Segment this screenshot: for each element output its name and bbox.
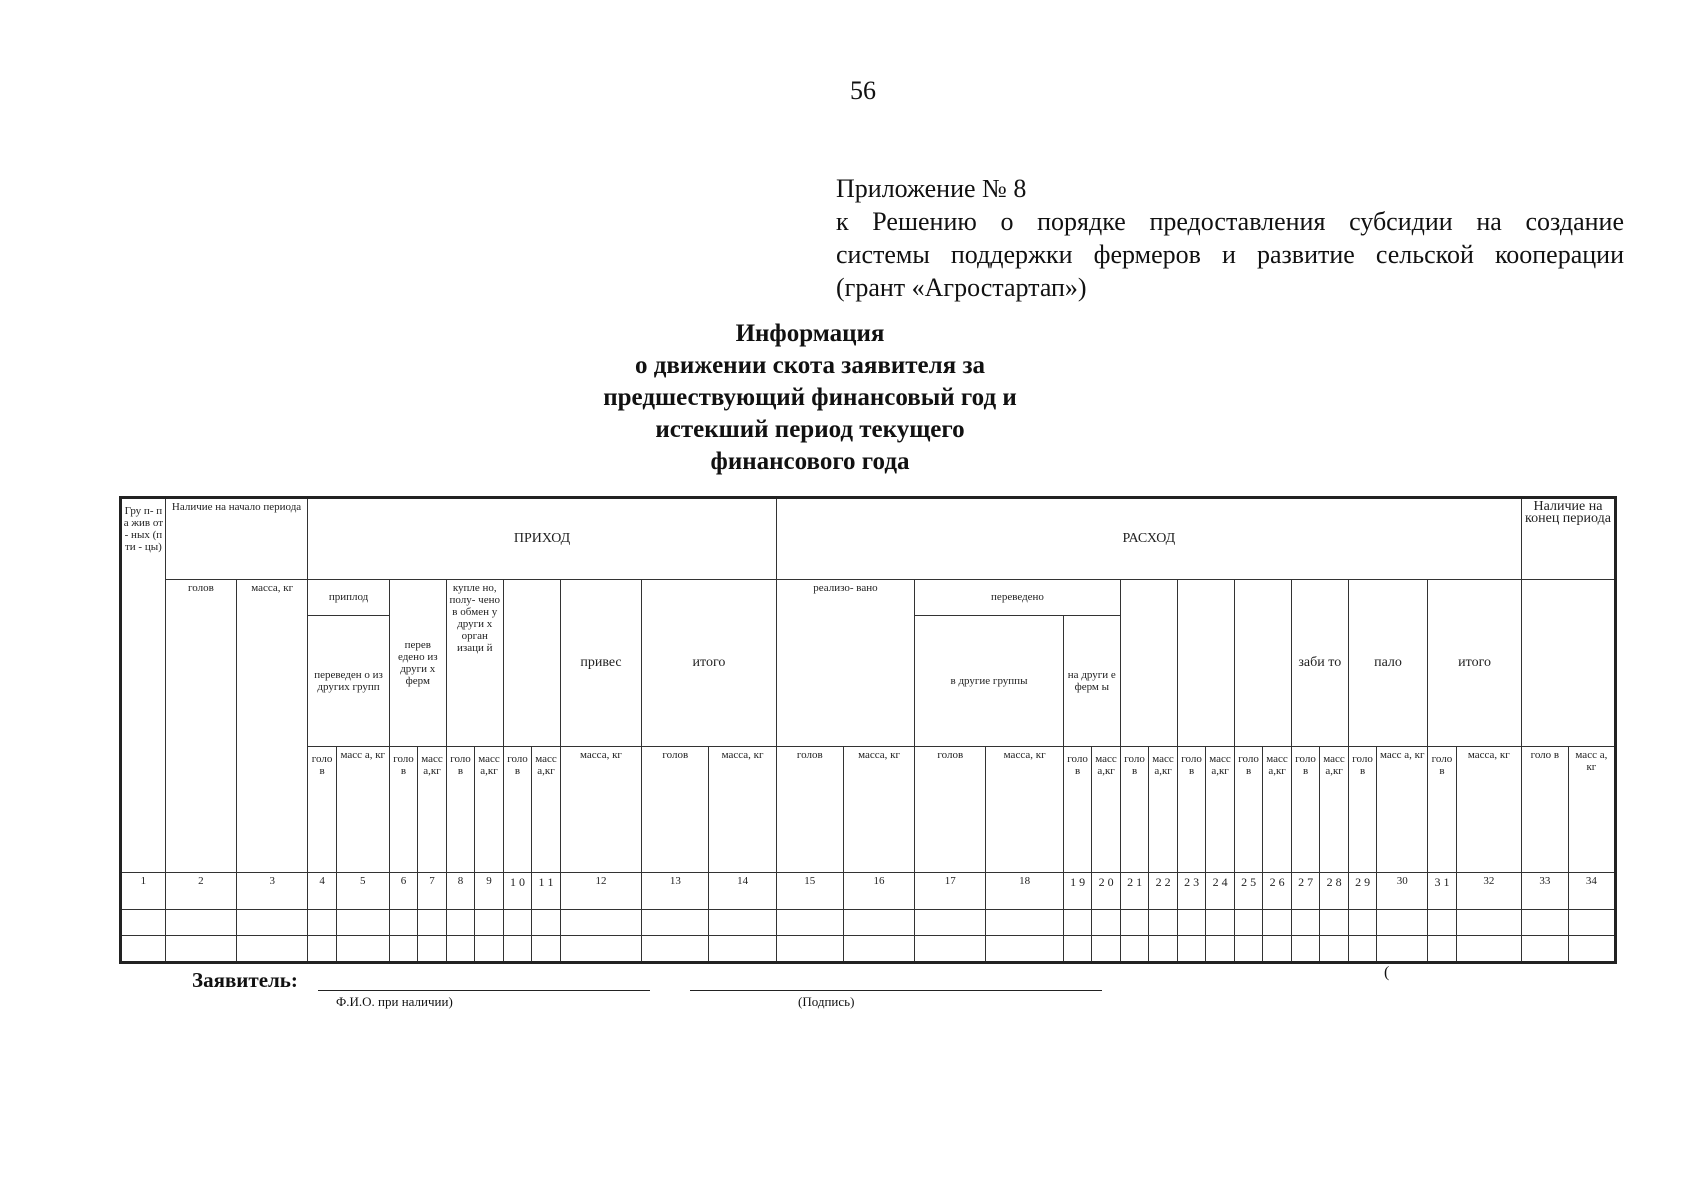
column-number: 17 bbox=[915, 873, 986, 910]
table-cell bbox=[1263, 936, 1292, 963]
header-from-groups: переведен о из других групп bbox=[308, 616, 389, 747]
sub-mass: масса,кг bbox=[475, 746, 504, 872]
table-cell bbox=[475, 936, 504, 963]
table-cell bbox=[165, 909, 236, 936]
sub-heads: голо в bbox=[1521, 746, 1568, 872]
table-cell bbox=[418, 936, 447, 963]
sub-mass: масса, кг bbox=[709, 746, 776, 872]
table-cell bbox=[709, 936, 776, 963]
table-cell bbox=[1377, 909, 1428, 936]
column-number: 8 bbox=[446, 873, 475, 910]
table-cell bbox=[532, 909, 561, 936]
open-parenthesis: ( bbox=[1384, 964, 1390, 981]
header-start-mass: масса, кг bbox=[237, 579, 308, 873]
table-cell bbox=[1092, 909, 1121, 936]
table-cell bbox=[1320, 936, 1349, 963]
appendix-line: системы поддержки фермеров и развитие сельской кооперации bbox=[836, 240, 1624, 269]
column-number: 2 2 bbox=[1149, 873, 1178, 910]
header-bought: купле но, полу- чено в обмен у други х орган изаци й bbox=[446, 579, 503, 746]
table-cell bbox=[1568, 909, 1615, 936]
sub-heads: голов bbox=[1177, 746, 1206, 872]
sub-mass: масс а, кг bbox=[336, 746, 389, 872]
table-cell bbox=[1428, 936, 1457, 963]
header-income-total: итого bbox=[642, 579, 776, 746]
sub-mass: масса,кг bbox=[532, 746, 561, 872]
table-cell bbox=[1177, 936, 1206, 963]
column-number: 1 0 bbox=[503, 873, 532, 910]
table-cell bbox=[1234, 936, 1263, 963]
table-cell bbox=[1092, 936, 1121, 963]
sub-heads: голов bbox=[446, 746, 475, 872]
table-cell bbox=[776, 909, 843, 936]
table-cell bbox=[1120, 909, 1149, 936]
table-cell bbox=[776, 936, 843, 963]
column-number: 9 bbox=[475, 873, 504, 910]
table-cell bbox=[503, 936, 532, 963]
table-cell bbox=[165, 936, 236, 963]
page-number: 56 bbox=[850, 76, 876, 105]
appendix-number: Приложение № 8 bbox=[836, 174, 1027, 203]
column-number: 2 bbox=[165, 873, 236, 910]
table-cell bbox=[1428, 909, 1457, 936]
column-number: 18 bbox=[986, 873, 1063, 910]
table-cell bbox=[1263, 909, 1292, 936]
header-offspring: приплод bbox=[308, 579, 389, 616]
sub-mass: масса, кг bbox=[986, 746, 1063, 872]
column-number-row bbox=[121, 873, 1616, 910]
header-start-heads: голов bbox=[165, 579, 236, 873]
sub-mass: масса, кг bbox=[560, 746, 641, 872]
column-number: 14 bbox=[709, 873, 776, 910]
column-number: 34 bbox=[1568, 873, 1615, 910]
column-number: 13 bbox=[642, 873, 709, 910]
column-number: 7 bbox=[418, 873, 447, 910]
header-income: ПРИХОД bbox=[308, 498, 776, 580]
column-number: 16 bbox=[843, 873, 914, 910]
column-number: 2 7 bbox=[1291, 873, 1320, 910]
table-cell bbox=[1521, 909, 1568, 936]
header-start-of-period: Наличие на начало периода bbox=[165, 498, 308, 580]
table-cell bbox=[475, 909, 504, 936]
sub-heads: голов bbox=[1120, 746, 1149, 872]
sub-mass: масса,кг bbox=[1149, 746, 1178, 872]
table-cell bbox=[1063, 909, 1092, 936]
table-cell bbox=[308, 936, 337, 963]
header-end-of-period: Наличие на конец периода bbox=[1521, 498, 1615, 580]
table-cell bbox=[1348, 936, 1377, 963]
sub-heads: голов bbox=[1348, 746, 1377, 872]
header-blank bbox=[1120, 579, 1177, 746]
sub-mass: масса,кг bbox=[1320, 746, 1349, 872]
header-gain: привес bbox=[560, 579, 641, 746]
signature-caption: (Подпись) bbox=[798, 994, 855, 1009]
table-cell bbox=[446, 936, 475, 963]
sub-mass: масса,кг bbox=[418, 746, 447, 872]
table-cell bbox=[532, 936, 561, 963]
header-slaughtered: заби то bbox=[1291, 579, 1348, 746]
sub-mass: масса, кг bbox=[843, 746, 914, 872]
sub-heads: голов bbox=[642, 746, 709, 872]
header-to-farms: на други е ферм ы bbox=[1063, 616, 1120, 747]
appendix-line: (грант «Агростартап») bbox=[836, 273, 1087, 302]
table-cell bbox=[1063, 936, 1092, 963]
table-cell bbox=[986, 909, 1063, 936]
column-number: 30 bbox=[1377, 873, 1428, 910]
sub-heads: голов bbox=[1234, 746, 1263, 872]
sub-heads: голов bbox=[1428, 746, 1457, 872]
sub-heads: голов bbox=[503, 746, 532, 872]
header-expense: РАСХОД bbox=[776, 498, 1521, 580]
column-number: 12 bbox=[560, 873, 641, 910]
table-cell bbox=[1291, 909, 1320, 936]
sub-heads: голов bbox=[915, 746, 986, 872]
table-cell bbox=[389, 909, 418, 936]
table-cell bbox=[915, 936, 986, 963]
column-number: 15 bbox=[776, 873, 843, 910]
appendix-block bbox=[836, 172, 1624, 304]
table-cell bbox=[336, 936, 389, 963]
column-number: 6 bbox=[389, 873, 418, 910]
table-cell bbox=[843, 936, 914, 963]
sub-heads: голов bbox=[1291, 746, 1320, 872]
table-cell bbox=[237, 909, 308, 936]
livestock-movement-table bbox=[119, 496, 1617, 964]
title-line: Информация bbox=[735, 320, 885, 347]
column-number: 2 8 bbox=[1320, 873, 1349, 910]
column-number: 2 9 bbox=[1348, 873, 1377, 910]
column-number: 2 3 bbox=[1177, 873, 1206, 910]
header-group: Гру п- па жив от- ных (пти - цы) bbox=[121, 498, 166, 873]
table-cell bbox=[1177, 909, 1206, 936]
sub-heads: голов bbox=[776, 746, 843, 872]
table-cell bbox=[237, 936, 308, 963]
header-fallen: пало bbox=[1348, 579, 1427, 746]
appendix-line: к Решению о порядке предоставления субсидии на создание bbox=[836, 207, 1624, 236]
header-blank bbox=[1234, 579, 1291, 746]
sub-heads: голов bbox=[308, 746, 337, 872]
table-cell bbox=[709, 909, 776, 936]
table-cell bbox=[560, 909, 641, 936]
table-cell bbox=[336, 909, 389, 936]
table-cell bbox=[446, 909, 475, 936]
sub-mass: масса,кг bbox=[1092, 746, 1121, 872]
header-sold: реализо- вано bbox=[776, 579, 914, 746]
table-cell bbox=[1568, 936, 1615, 963]
table-cell bbox=[1149, 936, 1178, 963]
table-cell bbox=[121, 936, 166, 963]
table-row bbox=[121, 909, 1616, 936]
column-number: 1 bbox=[121, 873, 166, 910]
table-cell bbox=[389, 936, 418, 963]
table-cell bbox=[843, 909, 914, 936]
table-cell bbox=[1348, 909, 1377, 936]
table-cell bbox=[418, 909, 447, 936]
column-number: 2 5 bbox=[1234, 873, 1263, 910]
table-cell bbox=[1320, 909, 1349, 936]
column-number: 32 bbox=[1456, 873, 1521, 910]
title-line: о движении скота заявителя за bbox=[634, 352, 986, 379]
column-number: 5 bbox=[336, 873, 389, 910]
header-blank bbox=[1521, 579, 1615, 746]
document-title bbox=[550, 318, 1070, 478]
column-number: 4 bbox=[308, 873, 337, 910]
sub-mass: масс а, кг bbox=[1377, 746, 1428, 872]
column-number: 3 bbox=[237, 873, 308, 910]
column-number: 2 6 bbox=[1263, 873, 1292, 910]
table-cell bbox=[1291, 936, 1320, 963]
table-cell bbox=[503, 909, 532, 936]
sub-mass: масса,кг bbox=[1263, 746, 1292, 872]
column-number: 33 bbox=[1521, 873, 1568, 910]
column-number: 1 1 bbox=[532, 873, 561, 910]
column-number: 2 4 bbox=[1206, 873, 1235, 910]
table-cell bbox=[642, 909, 709, 936]
table-cell bbox=[915, 909, 986, 936]
title-line: предшествующий финансовый год и bbox=[603, 384, 1017, 411]
table-cell bbox=[1206, 936, 1235, 963]
applicant-label: Заявитель: bbox=[192, 968, 298, 992]
title-line: финансового года bbox=[710, 448, 910, 475]
table-cell bbox=[1234, 909, 1263, 936]
table-cell bbox=[308, 909, 337, 936]
sub-heads: голов bbox=[1063, 746, 1092, 872]
column-number: 3 1 bbox=[1428, 873, 1457, 910]
header-from-farms: перев едено из други х ферм bbox=[389, 579, 446, 746]
sub-heads: голов bbox=[389, 746, 418, 872]
table-cell bbox=[1149, 909, 1178, 936]
header-to-groups: в другие группы bbox=[915, 616, 1064, 747]
signature-line bbox=[690, 990, 1102, 991]
table-cell bbox=[1377, 936, 1428, 963]
column-number: 2 0 bbox=[1092, 873, 1121, 910]
header-blank bbox=[1177, 579, 1234, 746]
header-expense-total: итого bbox=[1428, 579, 1522, 746]
table-cell bbox=[1456, 909, 1521, 936]
table-row bbox=[121, 936, 1616, 963]
sub-mass: масса,кг bbox=[1206, 746, 1235, 872]
name-caption: Ф.И.О. при наличии) bbox=[336, 994, 453, 1009]
table-cell bbox=[1521, 936, 1568, 963]
table-cell bbox=[560, 936, 641, 963]
table-cell bbox=[1120, 936, 1149, 963]
sub-mass: масса, кг bbox=[1456, 746, 1521, 872]
name-signature-line bbox=[318, 990, 650, 991]
table-cell bbox=[986, 936, 1063, 963]
header-blank bbox=[503, 579, 560, 746]
column-number: 2 1 bbox=[1120, 873, 1149, 910]
header-transferred: переведено bbox=[915, 579, 1121, 616]
table-cell bbox=[642, 936, 709, 963]
column-number: 1 9 bbox=[1063, 873, 1092, 910]
table-cell bbox=[1456, 936, 1521, 963]
table-cell bbox=[121, 909, 166, 936]
table-cell bbox=[1206, 909, 1235, 936]
sub-mass: масс а, кг bbox=[1568, 746, 1615, 872]
title-line: истекший период текущего bbox=[655, 416, 965, 443]
